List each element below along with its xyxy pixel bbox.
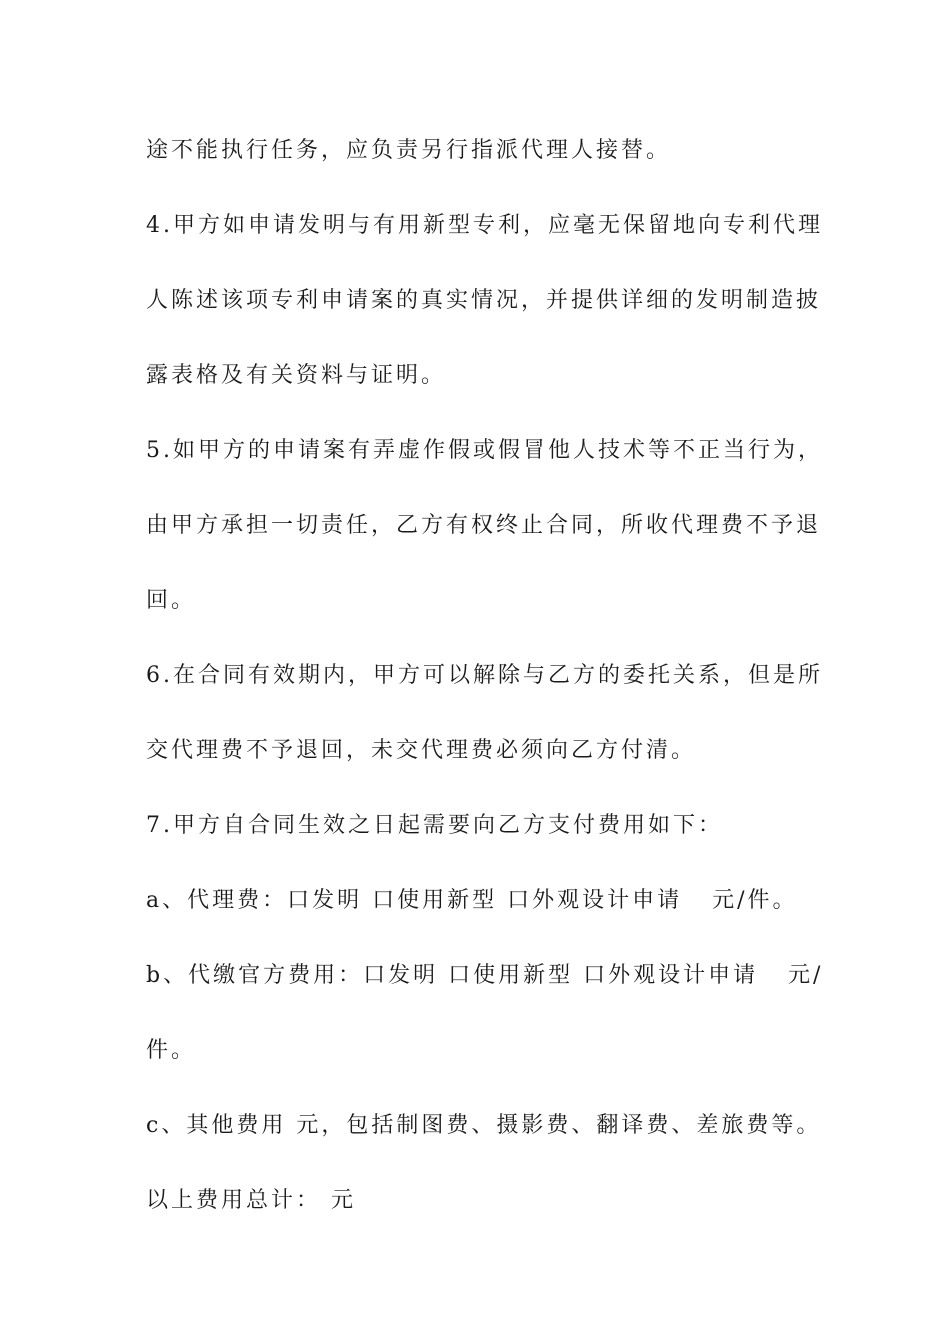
- clause-6-line-1: 6.在合同有效期内，甲方可以解除与乙方的委托关系，但是所: [146, 663, 823, 688]
- clause-5-line-2: 由甲方承担一切责任，乙方有权终止合同，所收代理费不予退: [146, 513, 822, 538]
- clause-4-line-1: 4.甲方如申请发明与有用新型专利，应毫无保留地向专利代理: [146, 213, 823, 238]
- fee-item-a: a、代理费：口发明 口使用新型 口外观设计申请 元/件。: [146, 888, 798, 913]
- paragraph-line: 途不能执行任务，应负责另行指派代理人接替。: [146, 138, 672, 163]
- fee-item-c: c、其他费用 元，包括制图费、摄影费、翻译费、差旅费等。: [146, 1113, 822, 1138]
- clause-4-line-3: 露表格及有关资料与证明。: [146, 363, 447, 388]
- fee-item-b-line-2: 件。: [146, 1038, 197, 1063]
- clause-6-line-2: 交代理费不予退回，未交代理费必须向乙方付清。: [146, 738, 697, 763]
- clause-5-line-3: 回。: [146, 588, 197, 613]
- clause-4-line-2: 人陈述该项专利申请案的真实情况，并提供详细的发明制造披: [146, 288, 822, 313]
- clause-7-heading: 7.甲方自合同生效之日起需要向乙方支付费用如下：: [146, 813, 723, 838]
- fee-item-b-line-1: b、代缴官方费用：口发明 口使用新型 口外观设计申请 元/: [146, 963, 824, 988]
- clause-5-line-1: 5.如甲方的申请案有弄虚作假或假冒他人技术等不正当行为，: [146, 438, 823, 463]
- fee-total: 以上费用总计： 元: [146, 1188, 356, 1213]
